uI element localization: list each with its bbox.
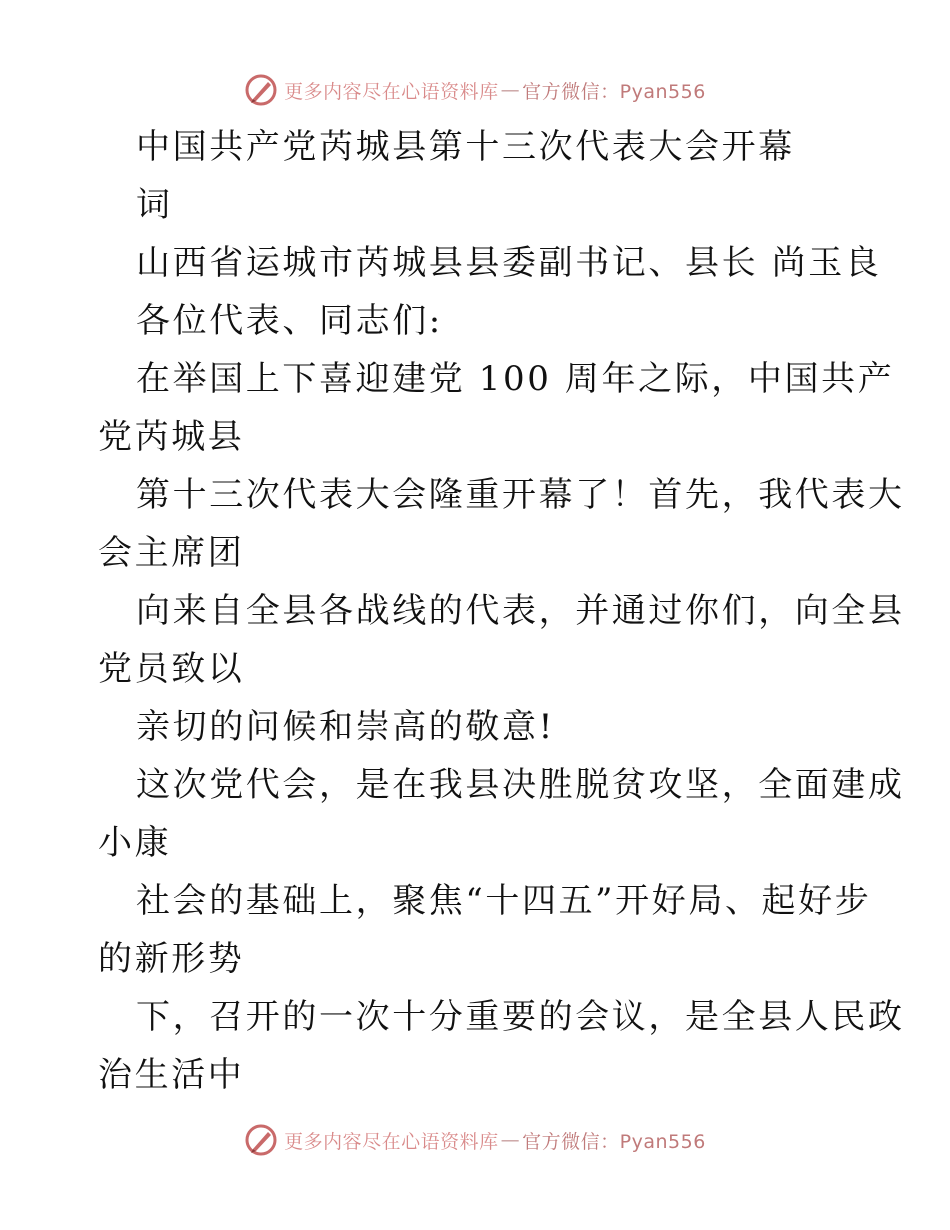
doc-text-line: 会主席团 (98, 533, 245, 573)
doc-text-line: 在举国上下喜迎建党 100 周年之际，中国共产 (136, 359, 895, 399)
doc-text-line: 这次党代会，是在我县决胜脱贫攻坚，全面建成 (136, 765, 905, 805)
doc-author-line: 山西省运城市芮城县县委副书记、县长 尚玉良 (136, 243, 882, 283)
pen-logo-icon (244, 1123, 278, 1157)
header-watermark (0, 70, 950, 110)
doc-text-line: 亲切的问候和崇高的敬意! (136, 707, 555, 747)
doc-text-line: 下，召开的一次十分重要的会议，是全县人民政 (136, 997, 905, 1037)
doc-salutation: 各位代表、同志们: (136, 301, 443, 341)
watermark-wechat: 官方微信：Pyan556 (522, 1130, 706, 1153)
doc-title-line-2: 词 (136, 185, 173, 225)
doc-text-line: 小康 (98, 823, 172, 863)
watermark-wechat: 官方微信：Pyan556 (522, 80, 706, 103)
pen-logo-icon (244, 73, 278, 107)
watermark-dash: — (500, 79, 521, 101)
footer-watermark (0, 1120, 950, 1160)
doc-text-line: 党芮城县 (98, 417, 245, 457)
doc-text-line: 的新形势 (98, 939, 245, 979)
doc-text-line: 第十三次代表大会隆重开幕了！首先，我代表大 (136, 475, 905, 515)
watermark-brand: 更多内容尽在心语资料库 (284, 1130, 499, 1153)
watermark-dash: — (500, 1129, 521, 1151)
doc-text-line: 向来自全县各战线的代表，并通过你们，向全县 (136, 591, 905, 631)
watermark-brand: 更多内容尽在心语资料库 (284, 80, 499, 103)
doc-text-line: 党员致以 (98, 649, 245, 689)
doc-text-line: 治生活中 (98, 1055, 245, 1095)
doc-title-line-1: 中国共产党芮城县第十三次代表大会开幕 (136, 127, 795, 167)
doc-text-line: 社会的基础上，聚焦“十四五”开好局、起好步 (136, 881, 872, 921)
